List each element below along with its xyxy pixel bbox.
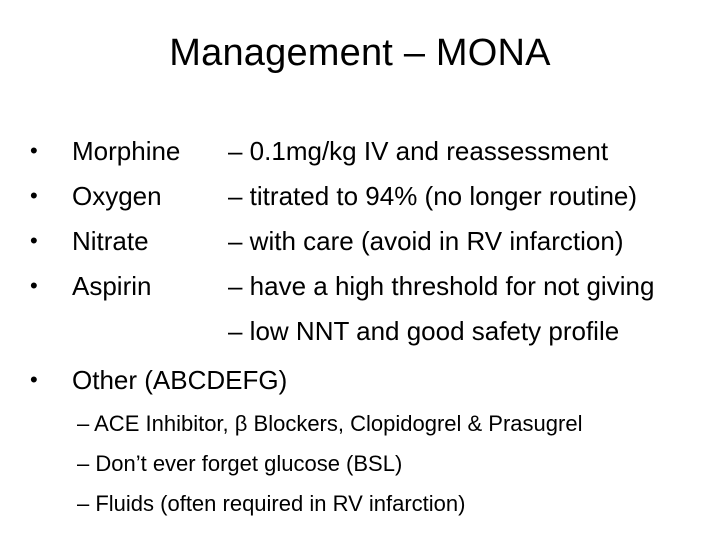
slide-title: Management – MONA xyxy=(169,32,551,74)
bullet-description: – with care (avoid in RV infarction) xyxy=(228,226,624,256)
other-label: Other (ABCDEFG) xyxy=(72,365,288,395)
bullet-marker: • xyxy=(30,228,38,253)
bullet-term: Oxygen xyxy=(72,181,162,211)
bullet-item-other xyxy=(0,362,720,398)
bullet-description: – titrated to 94% (no longer routine) xyxy=(228,181,638,211)
sub-item: – Don’t ever forget glucose (BSL) xyxy=(77,451,403,476)
bullet-item-morphine xyxy=(0,133,720,169)
bullet-marker: • xyxy=(30,367,38,392)
bullet-term: Nitrate xyxy=(72,226,149,256)
bullet-term: Morphine xyxy=(72,136,181,166)
bullet-marker: • xyxy=(30,138,38,163)
aspirin-continuation-line xyxy=(0,313,720,349)
bullet-item-nitrate xyxy=(0,223,720,259)
bullet-marker: • xyxy=(30,183,38,208)
bullet-term: Aspirin xyxy=(72,271,152,301)
sub-item: – Fluids (often required in RV infarction) xyxy=(77,491,466,516)
bullet-item-oxygen xyxy=(0,178,720,214)
bullet-description: – 0.1mg/kg IV and reassessment xyxy=(228,136,609,166)
bullet-item-aspirin xyxy=(0,268,720,304)
bullet-description: – low NNT and good safety profile xyxy=(228,316,620,346)
bullet-description: – have a high threshold for not giving xyxy=(228,271,655,301)
sub-item: – ACE Inhibitor, β Blockers, Clopidogrel & Prasugrel xyxy=(77,411,583,436)
bullet-marker: • xyxy=(30,273,38,298)
